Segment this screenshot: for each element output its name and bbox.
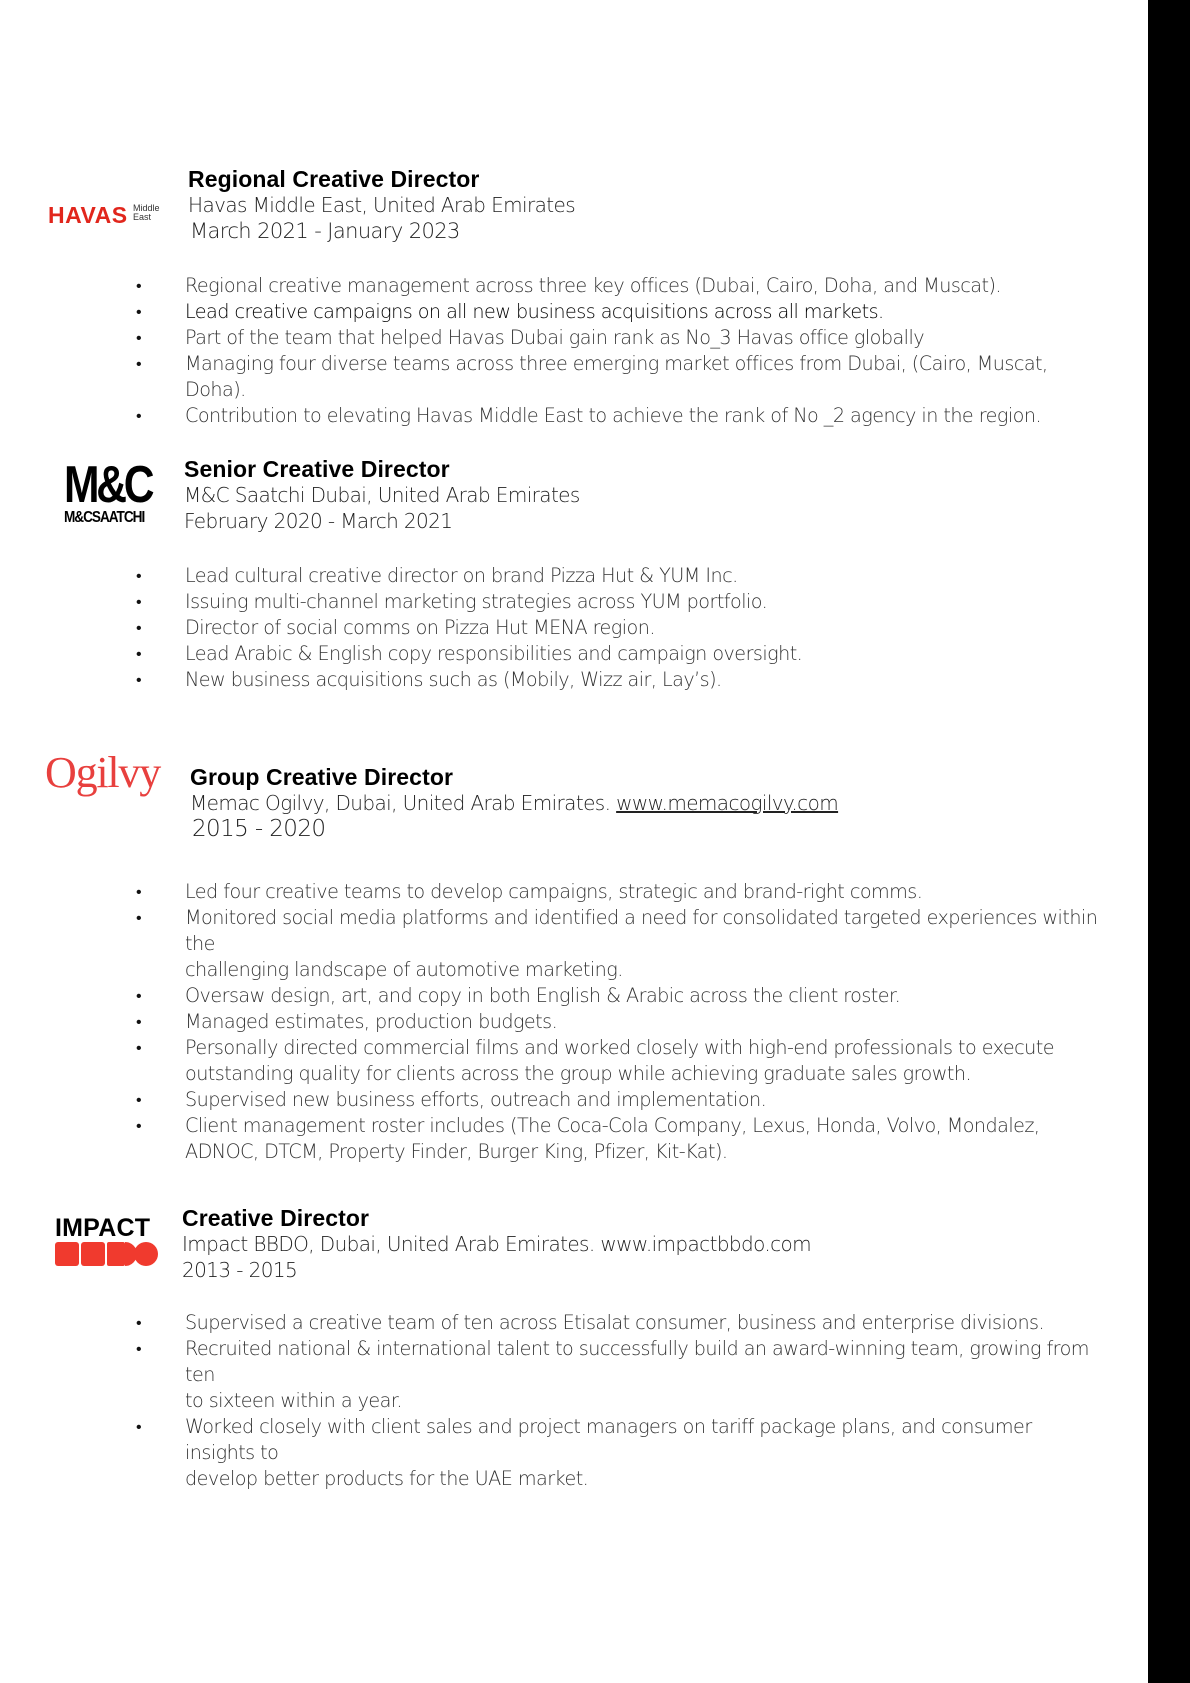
bullet-dot: • [136,1313,142,1332]
list-item-continuation: to sixteen within a year. [185,1389,402,1412]
list-item: • Supervised a creative team of ten across Etisalat consumer, business and enterprise divisions. [136,1311,1045,1334]
job-bullets-mcsaatchi [0,563,1100,693]
impact-bbdo-logo [55,1215,165,1275]
bullet-dot: • [136,1038,142,1057]
list-item-continuation: challenging landscape of automotive marketing. [185,958,623,981]
list-item: • Managed estimates, production budgets. [136,1010,558,1033]
bullet-dot: • [136,644,142,663]
bbdo-text: BBDO [55,1263,58,1264]
job-company: M&C Saatchi Dubai, United Arab Emirates [184,483,580,507]
bullet-dot: • [136,406,142,425]
bullet-dot: • [136,302,142,321]
list-item: • Contribution to elevating Havas Middle East to achieve the rank of No _2 agency in the region. [136,404,1042,427]
list-item-continuation: outstanding quality for clients across the group while achieving graduate sales growth. [185,1062,972,1085]
list-item: • Lead creative campaigns on all new business acquisitions across all markets. [136,300,884,323]
list-item: • Director of social comms on Pizza Hut MENA region. [136,616,655,639]
bullet-dot: • [136,592,142,611]
bullet-dot: • [136,566,142,585]
list-item: • Worked closely with client sales and project managers on tariff package plans, and consumer insights to [136,1415,1032,1464]
job-dates: 2015 - 2020 [192,816,326,842]
list-item: • New business acquisitions such as (Mobily, Wizz air, Lay’s). [136,668,722,691]
job-bullets-havas [0,273,1100,429]
bullet-dot: • [136,670,142,689]
job-title: Group Creative Director [190,764,454,790]
list-item: • Part of the team that helped Havas Dubai gain rank as No_3 Havas office globally [136,326,925,349]
bullet-dot: • [136,328,142,347]
job-company: Memac Ogilvy, Dubai, United Arab Emirates. www.memacogilvy.com [190,791,839,815]
bullet-dot: • [136,1012,142,1031]
page-edge-bar [1148,0,1190,1683]
job-title: Creative Director [182,1205,370,1231]
list-item-continuation: ADNOC, DTCM, Property Finder, Burger King, Pfizer, Kit-Kat). [185,1140,728,1163]
list-item: • Oversaw design, art, and copy in both English & Arabic across the client roster. [136,984,901,1007]
ogilvy-wordmark: Ogilvy [45,748,161,797]
job-header-mcsaatchi [184,456,580,534]
bullet-dot: • [136,882,142,901]
bullet-dot: • [136,1116,142,1135]
bullet-dot: • [136,908,142,927]
bullet-dot: • [136,1339,142,1358]
job-dates: March 2021 - January 2023 [190,219,460,243]
list-item: • Managing four diverse teams across three emerging market offices from Dubai, (Cairo, Muscat, Doha). [136,352,1048,401]
bullet-dot: • [136,276,142,295]
list-item: • Lead Arabic & English copy responsibilities and campaign oversight. [136,642,803,665]
list-item: • Supervised new business efforts, outreach and implementation. [136,1088,767,1111]
bullet-dot: • [136,986,142,1005]
impact-wordmark: IMPACT [55,1214,151,1242]
list-item: • Personally directed commercial films and worked closely with high-end professionals to execute [136,1036,1054,1059]
job-dates: 2013 - 2015 [182,1258,298,1282]
list-item: • Client management roster includes (The Coca-Cola Company, Lexus, Honda, Volvo, Mondalez, [136,1114,1040,1137]
list-item: • Led four creative teams to develop campaigns, strategic and brand-right comms. [136,880,923,903]
job-company: Impact BBDO, Dubai, United Arab Emirates. www.impactbbdo.com [182,1232,812,1256]
bullet-dot: • [136,354,142,373]
ogilvy-logo [45,748,175,801]
job-title: Regional Creative Director [188,166,480,192]
havas-logo [48,200,168,230]
bullet-dot: • [136,1417,142,1436]
job-header-ogilvy [190,764,838,842]
mcsaatchi-logo [64,456,154,530]
ogilvy-website-link[interactable]: www.memacogilvy.com [616,791,839,815]
list-item: • Lead cultural creative director on brand Pizza Hut & YUM Inc. [136,564,738,587]
job-title: Senior Creative Director [184,456,450,482]
list-item: • Regional creative management across three key offices (Dubai, Cairo, Doha, and Muscat). [136,274,1001,297]
job-header-havas [188,166,575,244]
job-company: Havas Middle East, United Arab Emirates [188,193,576,217]
bullet-dot: • [136,1090,142,1109]
havas-wordmark: HAVAS [48,202,128,228]
bbdo-wordmark [55,1241,159,1267]
list-item: • Recruited national & international talent to successfully build an award-winning team, growing from ten [136,1337,1089,1386]
havas-tagline: Middle East [133,203,160,222]
job-header-impact [182,1205,811,1283]
list-item: • Issuing multi-channel marketing strategies across YUM portfolio. [136,590,768,613]
list-item: • Monitored social media platforms and identified a need for consolidated targeted experiences within the [136,906,1098,955]
job-bullets-impact [0,1310,1100,1492]
mcsaatchi-mark: M&C [64,456,152,514]
job-bullets-ogilvy [0,879,1100,1165]
mcsaatchi-wordmark: M&CSAATCHI [64,509,145,526]
list-item-continuation: develop better products for the UAE market. [185,1467,589,1490]
job-dates: February 2020 - March 2021 [184,509,453,533]
bullet-dot: • [136,618,142,637]
